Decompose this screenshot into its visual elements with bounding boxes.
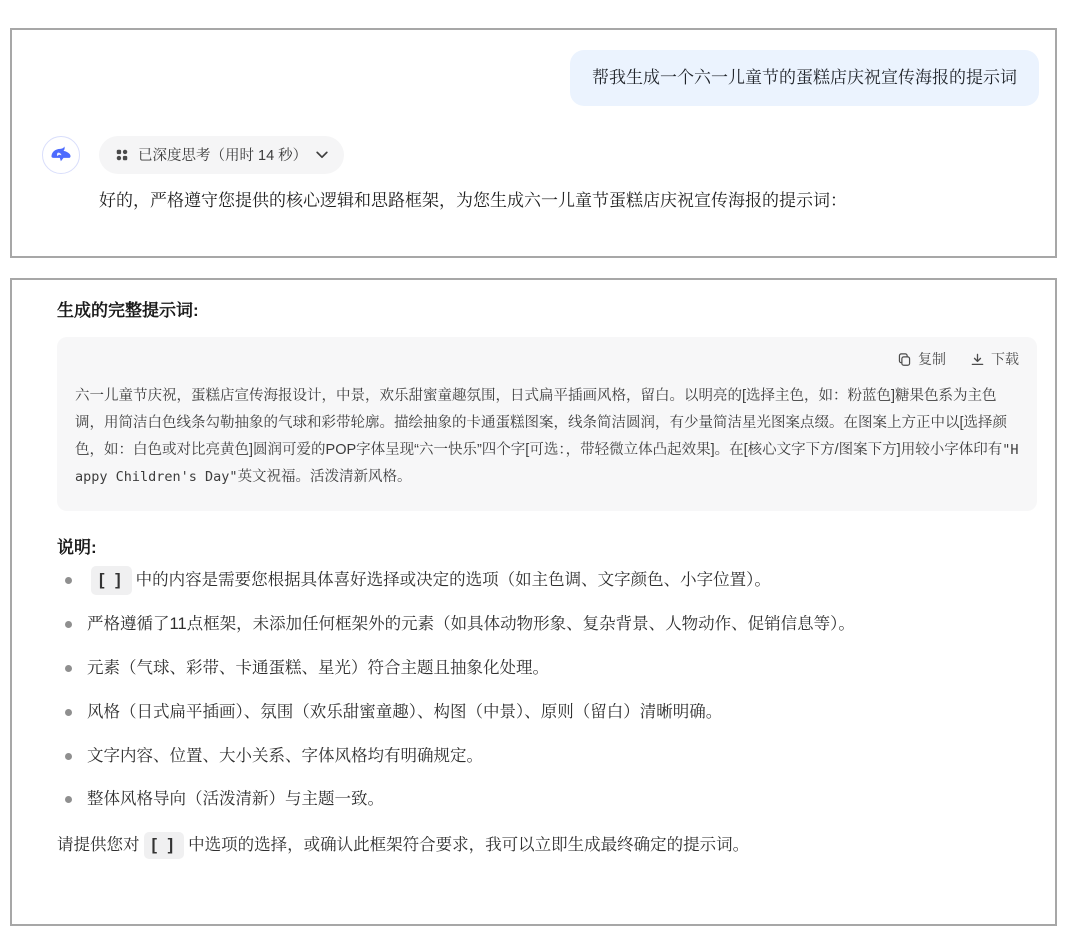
- list-item-text: 元素（气球、彩带、卡通蛋糕、星光）符合主题且抽象化处理。: [87, 658, 549, 677]
- footer-prefix: 请提供您对: [57, 836, 140, 855]
- deep-think-toggle[interactable]: [99, 136, 344, 174]
- list-item: [57, 566, 1037, 595]
- result-panel: [10, 278, 1057, 926]
- list-item-text: 风格（日式扁平插画）、氛围（欢乐甜蜜童趣）、构图（中景）、原则（留白）清晰明确。: [87, 702, 723, 721]
- prompt-code-block: [57, 337, 1037, 511]
- list-item: [57, 610, 1037, 639]
- inline-code: [ ]: [144, 832, 185, 858]
- deep-think-label: 已深度思考（用时 14 秒）: [138, 148, 308, 164]
- notes-list: [57, 566, 1037, 814]
- copy-button[interactable]: [897, 349, 946, 369]
- prompt-text: [75, 383, 1019, 491]
- assistant-avatar: [42, 136, 80, 174]
- list-item-text: 文字内容、位置、大小关系、字体风格均有明确规定。: [87, 746, 483, 765]
- deepthink-icon: [115, 148, 129, 162]
- prompt-heading: 生成的完整提示词:: [57, 301, 199, 320]
- download-button[interactable]: [970, 349, 1019, 369]
- prompt-text-before: 六一儿童节庆祝，蛋糕店宣传海报设计，中景，欢乐甜蜜童趣氛围，日式扁平插画风格，留白。以明亮的[选择主色，如：粉蓝色]糖果色系为主色调，用简洁白色线条勾勒抽象的气球和彩带轮廓。描绘抽象的卡通蛋糕图案，线条简洁圆润，有少量简洁星光图案点缀。在图案上方正中以[选择颜色，如：白色或对比亮黄色]圆润可爱的POP字体呈现“六一快乐”四个字[可选：，带轻微立体凸起效果]。在[核心文字下方/图案下方]用较小字体印有: [75, 388, 1008, 458]
- list-item-text: 中的内容是需要您根据具体喜好选择或决定的选项（如主色调、文字颜色、小字位置）。: [135, 571, 771, 589]
- chevron-down-icon: [316, 151, 328, 159]
- list-item: [57, 785, 1037, 814]
- prompt-text-mono: "Happy Children's Day": [75, 442, 1019, 485]
- assistant-response: 好的，严格遵守您提供的核心逻辑和思路框架，为您生成六一儿童节蛋糕店庆祝宣传海报的提示词：: [99, 190, 847, 210]
- list-item-text: 整体风格导向（活泼清新）与主题一致。: [87, 790, 384, 809]
- download-icon: [970, 352, 985, 367]
- footer-suffix: 中选项的选择，或确认此框架符合要求，我可以立即生成最终确定的提示词。: [188, 836, 750, 855]
- inline-code: [ ]: [91, 566, 132, 595]
- notes-heading: 说明:: [57, 538, 97, 557]
- footer-note: [57, 832, 1037, 858]
- list-item: [57, 698, 1037, 727]
- user-message-bubble: 帮我生成一个六一儿童节的蛋糕店庆祝宣传海报的提示词: [570, 50, 1039, 106]
- prompt-text-after: 英文祝福。活泼清新风格。: [237, 469, 412, 485]
- copy-label: 复制: [918, 351, 946, 367]
- download-label: 下载: [991, 351, 1019, 367]
- deepseek-whale-icon: [48, 142, 74, 168]
- chat-panel: [10, 28, 1057, 258]
- list-item-text: 严格遵循了11点框架，未添加任何框架外的元素（如具体动物形象、复杂背景、人物动作、促销信息等）。: [87, 614, 855, 633]
- copy-icon: [897, 352, 912, 367]
- list-item: [57, 742, 1037, 771]
- list-item: [57, 654, 1037, 683]
